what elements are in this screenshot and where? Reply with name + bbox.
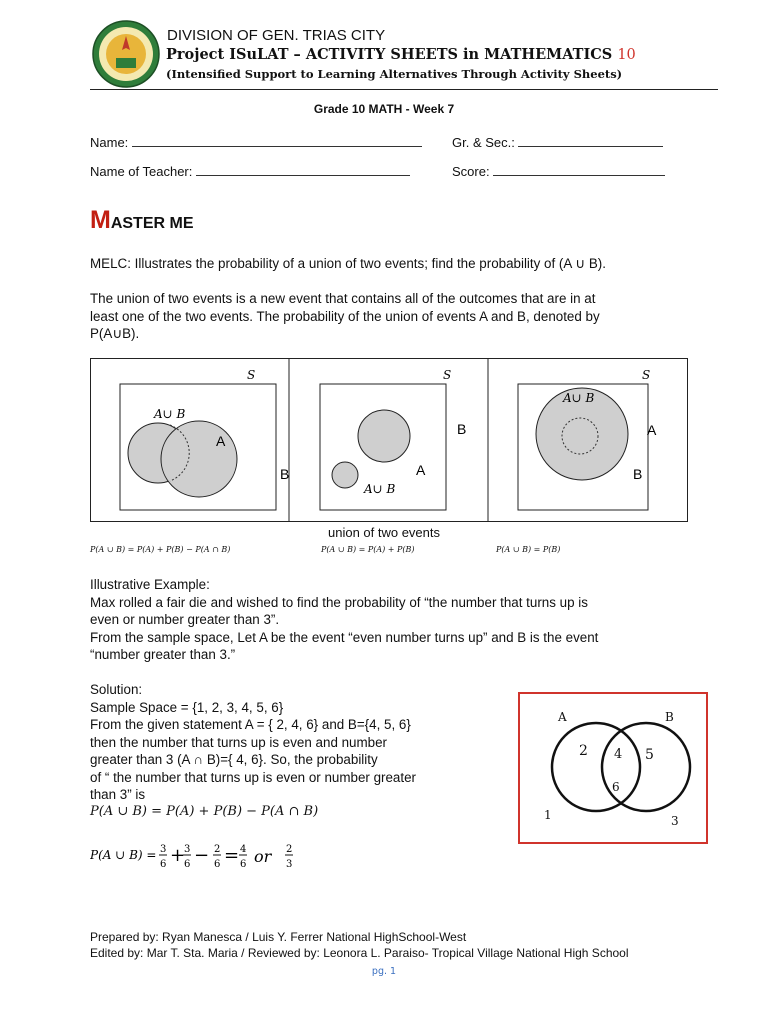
s-label-1: S	[247, 368, 256, 382]
project-title: Project ISuLAT – ACTIVITY SHEETS in MATHEMATICS 10	[166, 46, 636, 63]
teacher-field[interactable]: Name of Teacher:	[90, 163, 410, 179]
venn-label-a: A	[558, 710, 567, 724]
header-rule	[90, 89, 718, 90]
edited-by: Edited by: Mar T. Sta. Maria / Reviewed by: Leonora L. Paraiso- Tropical Village National High School	[90, 946, 629, 960]
score-field[interactable]: Score:	[452, 163, 665, 179]
die-venn-diagram	[518, 692, 708, 844]
venn-num-2: 2	[579, 743, 588, 759]
circle-a-2	[332, 462, 358, 488]
diagrams-caption: union of two events	[327, 525, 441, 540]
svg-text:6: 6	[214, 859, 221, 870]
s-label-3: S	[642, 368, 651, 382]
union-label-1: A∪ B	[154, 407, 186, 421]
name-field[interactable]: Name:	[90, 134, 422, 150]
division-seal-logo	[92, 20, 160, 88]
svg-text:2: 2	[214, 844, 221, 855]
grade-week-label: Grade 10 MATH - Week 7	[313, 102, 455, 116]
solution-text: Solution: Sample Space = {1, 2, 3, 4, 5, 6} From the given statement A = { 2, 4, 6} and B={4, 5, 6} then the number that turns up is even and number greater than 3 (A ∩ B)={ 4, 6}. So, the probability of “ the number that turns up is even or number greater than 3” is	[90, 682, 417, 802]
svg-text:or: or	[254, 847, 272, 866]
division-name: DIVISION OF GEN. TRIAS CITY	[167, 27, 386, 44]
union-formula: P(A ∪ B) = P(A) + P(B) − P(A ∩ B)	[90, 804, 319, 819]
melc-text: MELC: Illustrates the probability of a union of two events; find the probability of (A ∪ B).	[90, 256, 606, 271]
s-label-2: S	[443, 368, 452, 382]
svg-text:3: 3	[184, 844, 191, 855]
circle-b-2	[358, 410, 410, 462]
svg-text:6: 6	[160, 859, 167, 870]
a-label-1: A	[216, 433, 226, 449]
fraction-expression	[90, 838, 320, 872]
prepared-by: Prepared by: Ryan Manesca / Luis Y. Ferrer National HighSchool-West	[90, 930, 467, 944]
svg-text:=: =	[224, 845, 240, 866]
section-title: MASTER ME	[90, 206, 194, 234]
page-number: pg. 1	[371, 966, 397, 977]
formula-subset: P(A ∪ B) = P(B)	[496, 545, 561, 554]
svg-text:3: 3	[286, 859, 293, 870]
formula-disjoint: P(A ∪ B) = P(A) + P(B)	[321, 545, 415, 554]
svg-text:6: 6	[240, 859, 247, 870]
computed-probability	[90, 838, 320, 876]
svg-text:2: 2	[286, 844, 293, 855]
b-label-3: B	[633, 466, 643, 482]
union-diagrams	[90, 358, 688, 522]
svg-text:−: −	[194, 845, 210, 866]
formula-overlapping: P(A ∪ B) = P(A) + P(B) − P(A ∩ B)	[90, 545, 231, 554]
union-label-3: A∪ B	[563, 391, 595, 405]
venn-num-1: 1	[544, 808, 552, 822]
venn-num-6: 6	[612, 780, 620, 794]
intro-paragraph: The union of two events is a new event that contains all of the outcomes that are in at least one of the two events. The probability of the union of events A and B, denoted by P(A∪B).	[90, 291, 600, 341]
svg-text:6: 6	[184, 859, 191, 870]
venn-num-5: 5	[645, 747, 654, 763]
a-label-2: A	[416, 462, 426, 478]
venn-num-3: 3	[671, 814, 679, 828]
illustrative-example: Illustrative Example: Max rolled a fair die and wished to find the probability of “the number that turns up is even or number greater than 3”. From the sample space, Let A be the event “even number turns up” and B is the event “number greater than 3.”	[90, 577, 599, 662]
project-subtitle: (Intensified Support to Learning Alternatives Through Activity Sheets)	[166, 67, 623, 81]
venn-num-4: 4	[614, 747, 623, 762]
b-label-2: B	[457, 421, 467, 437]
svg-text:P(A ∪ B) =: P(A ∪ B) =	[90, 848, 157, 862]
b-label-1: B	[280, 466, 290, 482]
grade-section-field[interactable]: Gr. & Sec.:	[452, 134, 663, 150]
circle-a-1	[161, 421, 237, 497]
svg-text:+: +	[170, 845, 186, 866]
venn-label-b: B	[665, 710, 674, 724]
svg-text:4: 4	[240, 844, 247, 855]
svg-text:3: 3	[160, 844, 167, 855]
a-label-3: A	[647, 422, 657, 438]
union-label-2: A∪ B	[364, 482, 396, 496]
